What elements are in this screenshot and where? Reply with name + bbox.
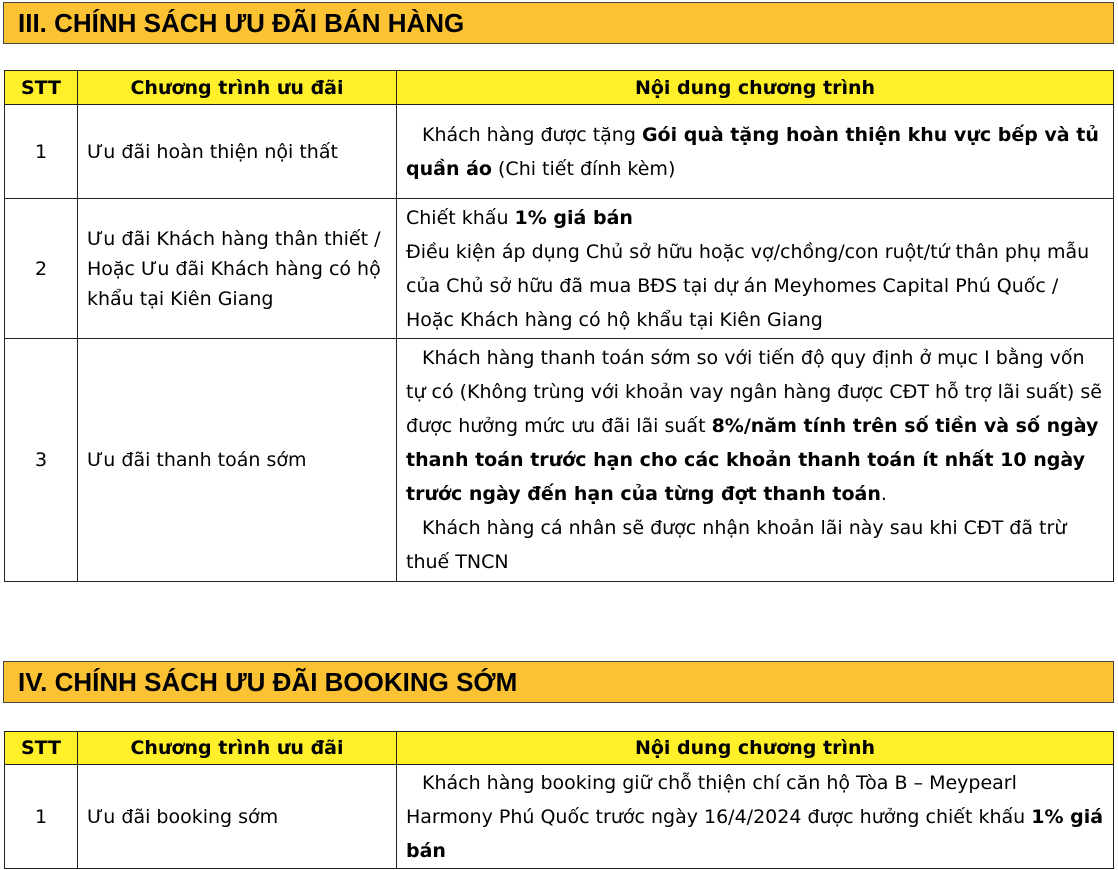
header-program: Chương trình ưu đãi	[78, 71, 397, 105]
content-text: Khách hàng booking giữ chỗ thiện chí căn hộ Tòa B – Meypearl Harmony Phú Quốc trước ngày 16/4/2024 được hưởng chiết khấu	[406, 771, 1032, 828]
content-bold: 1% giá bán	[406, 805, 1104, 862]
sales-policy-table	[4, 70, 1114, 582]
content-text: Chiết khấu	[406, 206, 515, 229]
booking-policy-table	[4, 731, 1114, 869]
content-text: Khách hàng thanh toán sớm so với tiến độ quy định ở mục I bằng vốn tự có (Không trùng với khoản vay ngân hàng được CĐT hỗ trợ lãi suất) sẽ được hưởng mức ưu đãi lãi suất	[406, 347, 1102, 437]
content-bold: 8%/năm tính trên số tiền và số ngày thanh toán trước hạn cho các khoản thanh toán ít nhất 10 ngày trước ngày đến hạn của từng đợt thanh toán	[406, 415, 1099, 505]
row-stt: 3	[5, 339, 78, 582]
content-bold: 1% giá bán	[514, 206, 633, 229]
content-text: Khách hàng được tặng	[422, 123, 642, 146]
row-content	[397, 199, 1114, 339]
content-bold: Gói quà tặng hoàn thiện khu vực bếp và tủ quần áo	[406, 123, 1099, 180]
row-stt: 1	[5, 765, 78, 869]
content-text: .	[880, 483, 887, 505]
row-content	[397, 339, 1114, 582]
header-program: Chương trình ưu đãi	[78, 732, 397, 765]
content-text: Điều kiện áp dụng Chủ sở hữu hoặc vợ/chồng/con ruột/tứ thân phụ mẫu của Chủ sở hữu đã mua BĐS tại dự án Meyhomes Capital Phú Quốc / Hoặc Khách hàng có hộ khẩu tại Kiên Giang	[406, 240, 1090, 331]
row-stt: 2	[5, 199, 78, 339]
row-program: Ưu đãi hoàn thiện nội thất	[78, 105, 397, 199]
table-header-row	[5, 71, 1114, 105]
header-stt: STT	[5, 71, 78, 105]
header-content: Nội dung chương trình	[397, 71, 1114, 105]
table-row	[5, 339, 1114, 582]
row-program: Ưu đãi Khách hàng thân thiết / Hoặc Ưu đãi Khách hàng có hộ khẩu tại Kiên Giang	[78, 199, 397, 339]
content-text: (Chi tiết đính kèm)	[491, 157, 676, 180]
content-text: Khách hàng cá nhân sẽ được nhận khoản lãi này sau khi CĐT đã trừ thuế TNCN	[406, 517, 1067, 573]
header-content: Nội dung chương trình	[397, 732, 1114, 765]
header-stt: STT	[5, 732, 78, 765]
table-row	[5, 199, 1114, 339]
section-4-title: IV. CHÍNH SÁCH ƯU ĐÃI BOOKING SỚM	[3, 661, 1114, 703]
row-stt: 1	[5, 105, 78, 199]
row-program: Ưu đãi thanh toán sớm	[78, 339, 397, 582]
section-3-title: III. CHÍNH SÁCH ƯU ĐÃI BÁN HÀNG	[3, 2, 1114, 44]
row-content	[397, 765, 1114, 869]
table-row	[5, 765, 1114, 869]
row-program: Ưu đãi booking sớm	[78, 765, 397, 869]
table-row	[5, 105, 1114, 199]
table-header-row	[5, 732, 1114, 765]
row-content	[397, 105, 1114, 199]
